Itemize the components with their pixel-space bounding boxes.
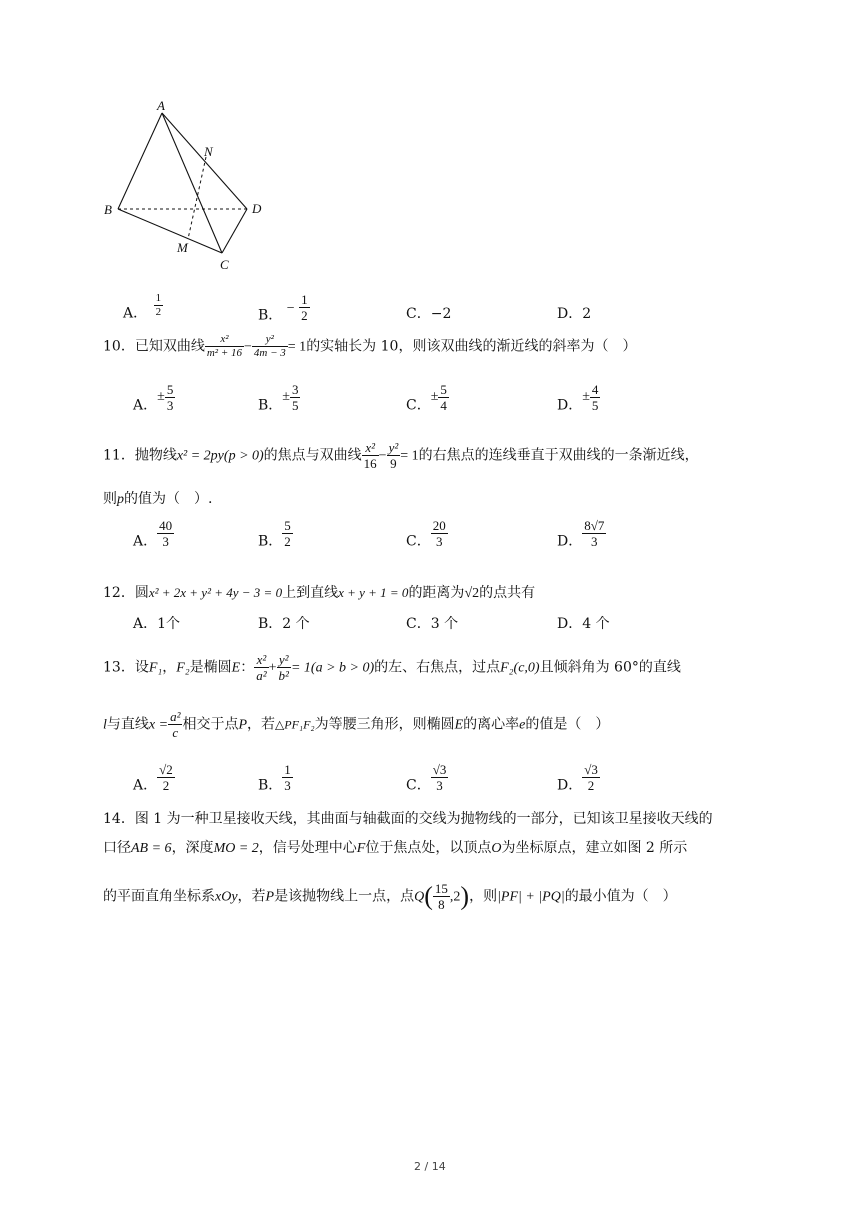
q12-option-a: A．: [133, 616, 158, 632]
q14-line2-e: 为坐标原点，建立如图 2 所示: [501, 840, 688, 856]
q13-f1: F₁: [148, 660, 163, 676]
vertex-label-d: D: [252, 201, 262, 216]
q11-text2: 的焦点与双曲线: [263, 447, 362, 464]
q14-line3-d: ，则: [469, 888, 498, 905]
q10-option-c: C．: [406, 397, 431, 414]
q14-line3-q: Q: [414, 889, 425, 905]
q13-eq-plus: +: [268, 660, 277, 676]
q14-line3-b: ，若: [237, 888, 266, 905]
q13-line2-frac: $\frac{\text{a²}}{c}$: [170, 709, 181, 740]
q12-eq1: x² + 2x + y² + 4y − 3 = 0: [148, 585, 283, 600]
q11-option-a-fraction: $\frac{40}{3}$: [159, 518, 173, 549]
q14-line2-ab: AB = 6: [131, 841, 172, 856]
q13-eq-frac1: $\frac{\text{x²}}{\text{a²}}$: [256, 652, 267, 683]
q10-option-b-fraction: $\frac{3}{5}$: [291, 382, 299, 413]
q11-eq1: x² = 2py(p > 0): [176, 448, 264, 464]
q12-option-b: B．: [258, 616, 283, 632]
q14-line3-p: P: [265, 889, 275, 905]
q13-text1: 设: [134, 659, 149, 676]
vertex-label-a: A: [157, 98, 165, 113]
q13-eq-frac2: $\frac{\text{y²}}{\text{b²}}$: [278, 652, 289, 683]
q11-text1: 抛物线: [134, 447, 177, 464]
q13-option-d: D．: [557, 777, 583, 794]
q10-option-a-sign: ±: [157, 388, 165, 404]
vertex-label-b: B: [104, 202, 112, 217]
q14-line2-o: O: [491, 841, 502, 856]
q14-line3-frac: $\frac{15}{8}$: [434, 881, 448, 912]
q13-option-b-fraction: $\frac{1}{3}$: [284, 762, 291, 793]
q13-line2-c: ，若: [247, 716, 276, 733]
q13-eq-rhs: = 1(a > b > 0): [290, 660, 375, 676]
q14-number: 14．: [103, 811, 135, 827]
q13-line2-g: 的值是（ ）: [525, 716, 610, 733]
q11-option-c: C．: [406, 533, 431, 550]
tetrahedron-figure: [95, 95, 275, 275]
q12-text3: 的距离为: [408, 585, 465, 601]
q13-text4: 且倾斜角为 60°的直线: [539, 659, 681, 676]
q13-option-c-fraction: $\frac{√3}{3}$: [432, 762, 447, 793]
q13-text3: 的左、右焦点，过点: [374, 659, 501, 676]
q13-option-d-fraction: $\frac{√3}{2}$: [584, 762, 598, 793]
q11-option-d-fraction: $\frac{8√7}{3}$: [584, 518, 605, 549]
q12-text1: 圆: [134, 585, 149, 601]
q10-eq-rhs: = 1: [287, 339, 307, 355]
q12-option-b-value: 2 个: [282, 616, 310, 632]
q10-option-d: D．: [557, 397, 583, 414]
q13-sep: ，: [162, 659, 177, 676]
q11-number: 11．: [103, 447, 135, 464]
q13-option-c: C．: [406, 777, 431, 794]
q10-option-d-fraction: $\frac{4}{5}$: [591, 382, 599, 413]
q11-eq-minus: −: [378, 448, 387, 464]
q12-number: 12．: [103, 585, 135, 601]
q11-line2-a: 则: [103, 491, 117, 507]
q13-line2-b: 相交于点: [182, 716, 239, 733]
q12-option-d: D．: [557, 616, 583, 632]
q11-option-b-fraction: $\frac{5}{2}$: [284, 518, 291, 549]
q13-option-b: B．: [258, 777, 283, 794]
q14-line2-d: 位于焦点处，以顶点: [365, 840, 492, 856]
q12-text4: 的点共有: [479, 585, 536, 601]
q11-option-a: A．: [133, 533, 158, 550]
q10-option-a: A．: [133, 397, 158, 414]
q14-left-paren: (: [424, 881, 433, 911]
q13-line2-d: 为等腰三角形，则椭圆: [314, 716, 455, 733]
q14-right-paren: ): [460, 881, 470, 911]
q13-line2-eq-lhs: x =: [148, 717, 169, 733]
page-number: 2 / 14: [414, 1160, 446, 1173]
q13-colon: ：: [240, 659, 255, 676]
q11-line2-p: p: [117, 492, 124, 507]
vertex-label-m: M: [177, 240, 188, 255]
q10-text2: 的实轴长为 10，则该双曲线的渐近线的斜率为（ ）: [306, 338, 637, 355]
q13-line2-e: E: [454, 717, 464, 733]
q10-option-c-sign: ±: [430, 388, 439, 404]
q13-line2-a: 与直线: [106, 716, 149, 733]
q13-option-a: A．: [133, 777, 158, 794]
q14-line3-expr: |PF| + |PQ|: [497, 889, 565, 905]
q11-eq-frac1: $\frac{\text{x²}}{16}$: [363, 440, 377, 471]
q13-line2-ecc: e: [519, 717, 526, 733]
q10-eq-frac1: $\frac{\text{x²}}{\text{m² + 16}}$: [206, 333, 242, 359]
q10-number: 10．: [103, 338, 135, 355]
q14-line3-xoy: xOy: [215, 889, 238, 905]
q11-eq-rhs: = 1: [400, 448, 419, 464]
q14-line2-c: ，信号处理中心: [258, 840, 357, 856]
q14-line2-mo: MO = 2: [213, 841, 259, 856]
q14-line2-b: ，深度: [171, 840, 214, 856]
q13-line2-triangle: △PF₁F₂: [275, 717, 315, 732]
q10-eq-minus: −: [244, 339, 252, 355]
q14-line2-f: F: [356, 841, 366, 856]
q12-option-d-value: 4 个: [582, 616, 610, 632]
q10-option-b: B．: [258, 397, 283, 414]
q14-line3-e: 的最小值为（ ）: [564, 888, 677, 905]
q13-line2-f: 的离心率: [463, 716, 520, 733]
q13-f2: F₂: [176, 660, 190, 676]
q13-option-a-fraction: $\frac{√2}{2}$: [159, 762, 173, 793]
q9-option-c-value: −2: [430, 306, 452, 322]
q11-eq-frac2: $\frac{\text{y²}}{9}$: [388, 440, 399, 471]
q9-option-a-fraction: $\frac{1}{2}$: [155, 292, 162, 318]
q13-text2: 是椭圆: [189, 659, 232, 676]
q9-option-c: C．: [406, 306, 431, 322]
q10-option-a-fraction: $\frac{5}{3}$: [166, 382, 174, 413]
q14-line3-tail: ,2: [449, 889, 461, 905]
q11-line2-b: 的值为（ ）.: [124, 491, 213, 507]
q11-option-d: D．: [557, 533, 583, 550]
q12-option-a-value: 1个: [157, 616, 181, 632]
q9-option-b-fraction: $\frac{1}{2}$: [301, 292, 308, 323]
q10-option-c-fraction: $\frac{5}{4}$: [440, 382, 447, 413]
q9-option-b: B．: [258, 307, 283, 324]
q13-point: F₂(c,0): [500, 660, 540, 676]
q11-option-c-fraction: $\frac{20}{3}$: [432, 518, 446, 549]
q13-line-l: l: [103, 717, 107, 733]
q12-option-c: C．: [406, 616, 431, 632]
q11-option-b: B．: [258, 533, 283, 550]
q9-option-a: A．: [123, 305, 148, 322]
q14-line2-a: 口径: [103, 840, 131, 856]
q14-line3-a: 的平面直角坐标系: [103, 888, 215, 905]
q9-option-d-value: 2: [582, 306, 592, 322]
q13-number: 13．: [103, 659, 135, 676]
q14-line3-c: 是该抛物线上一点，点: [274, 888, 415, 905]
q9-option-d: D．: [557, 306, 583, 322]
vertex-label-c: C: [220, 257, 229, 272]
q10-eq-frac2: $\frac{\text{y²}}{4m - 3}$: [253, 333, 286, 359]
q10-option-d-sign: ±: [582, 388, 590, 404]
q14-line1: 图 1 为一种卫星接收天线，其曲面与轴截面的交线为抛物线的一部分，已知该卫星接收天线的: [134, 811, 713, 827]
q10-text1: 已知双曲线: [134, 338, 205, 355]
q12-option-c-value: 3 个: [430, 616, 459, 632]
q11-text3: 的右焦点的连线垂直于双曲线的一条渐近线，: [418, 447, 699, 464]
q13-line2-p: P: [238, 717, 248, 733]
q12-eq3: √2: [464, 586, 480, 601]
q12-text2: 上到直线: [282, 585, 339, 601]
q13-e: E: [231, 660, 241, 676]
q10-option-b-sign: ±: [282, 388, 290, 404]
vertex-label-n: N: [204, 144, 213, 159]
q9-option-b-sign: −: [286, 300, 295, 316]
q12-eq2: x + y + 1 = 0: [338, 585, 409, 600]
